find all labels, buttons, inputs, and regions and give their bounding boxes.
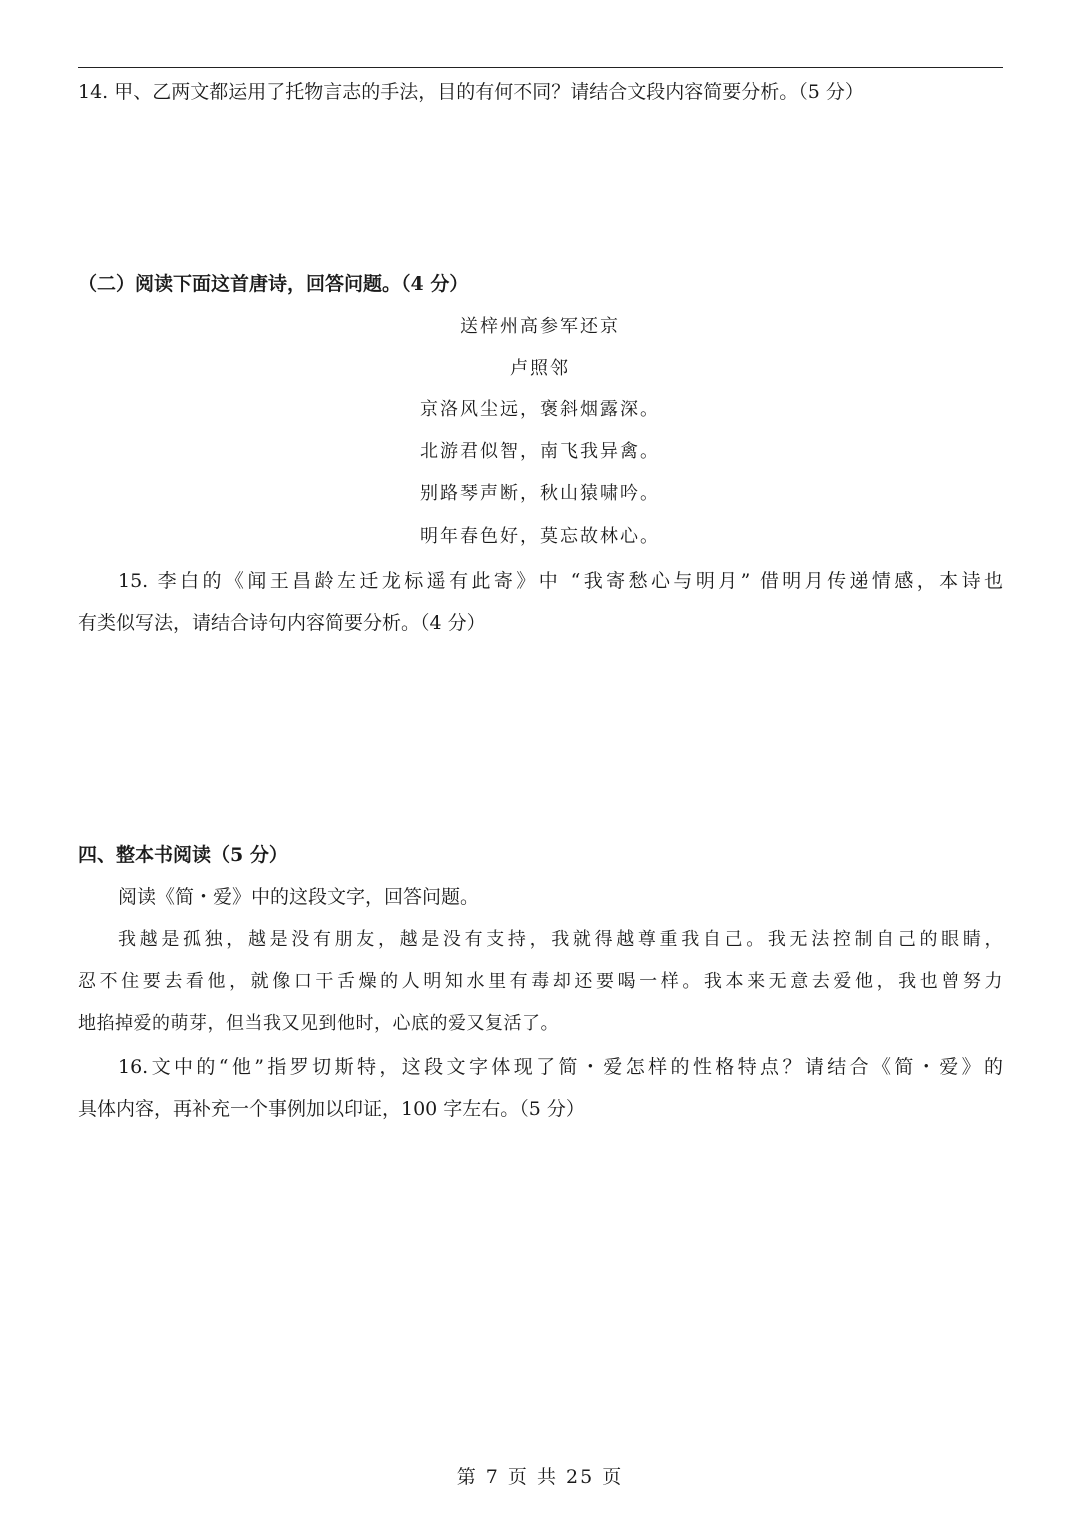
top-rule <box>78 67 1003 68</box>
poem-line: 明年春色好，莫忘故林心。 <box>420 526 660 547</box>
poem-line: 京洛风尘远，褒斜烟露深。 <box>420 399 660 420</box>
excerpt-line: 忍不住要去看他，就像口干舌燥的人明知水里有毒却还要喝一样。我本来无意去爱他，我也曾努力 <box>78 971 1003 992</box>
question-16-line-1: 16.文中的“他”指罗切斯特，这段文字体现了简・爱怎样的性格特点？请结合《简・爱》的 <box>118 1056 1003 1078</box>
question-15-line-1: 15. 李白的《闻王昌龄左迁龙标遥有此寄》中 “我寄愁心与明月” 借明月传递情感，本诗也 <box>118 570 1003 592</box>
excerpt-line: 我越是孤独，越是没有朋友，越是没有支持，我就得越尊重我自己。我无法控制自己的眼睛， <box>118 929 1003 950</box>
question-16-line-2: 具体内容，再补充一个事例加以印证，100 字左右。（5 分） <box>78 1098 585 1120</box>
question-14: 14. 甲、乙两文都运用了托物言志的手法，目的有何不同？请结合文段内容简要分析。（5 分） <box>78 81 864 103</box>
excerpt-line: 地掐掉爱的萌芽，但当我又见到他时，心底的爱又复活了。 <box>78 1013 559 1034</box>
section-2-heading: （二）阅读下面这首唐诗，回答问题。（4 分） <box>78 273 469 295</box>
section-4-heading: 四、整本书阅读（5 分） <box>78 844 288 866</box>
poem-author: 卢照邻 <box>510 358 570 379</box>
poem-title: 送梓州高参军还京 <box>460 316 620 337</box>
question-15-line-2: 有类似写法，请结合诗句内容简要分析。（4 分） <box>78 612 486 634</box>
page-number: 第 7 页 共 25 页 <box>456 1466 624 1488</box>
poem-line: 北游君似智，南飞我异禽。 <box>420 441 660 462</box>
section-4-intro: 阅读《简・爱》中的这段文字，回答问题。 <box>118 886 480 908</box>
poem-line: 别路琴声断，秋山猿啸吟。 <box>420 483 660 504</box>
